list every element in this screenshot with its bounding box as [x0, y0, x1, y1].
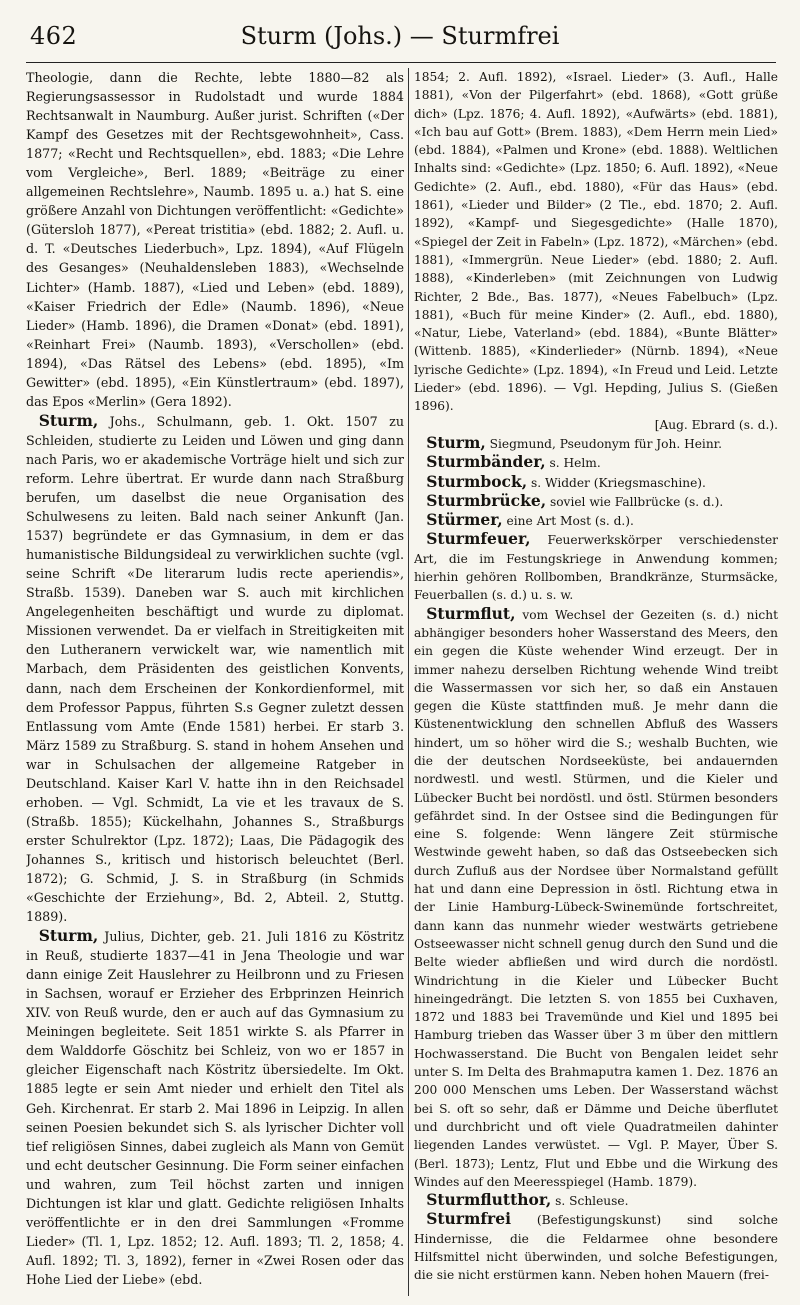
entry-text: soviel wie Fallbrücke (s. d.).	[546, 494, 724, 509]
entry-sturmfeuer	[414, 530, 778, 604]
entry-stuermer	[414, 511, 778, 530]
entry-text: Julius, Dichter, geb. 21. Juli 1816 zu Köstritz in Reuß, studierte 1837—41 in Jena Theologie und war dann einige Zeit Hauslehrer zu Heilbronn und zu Friesen in Sachsen, worauf er Erzieher des Erbprinzen Heinrich XIV. von Reuß wurde, den er auch auf das Gymnasium zu Meiningen begleitete. Seit 1851 wirkte S. als Pfarrer in dem Walddorfe Göschitz bei Schleiz, von wo er 1857 in gleicher Eigenschaft nach Köstritz übersiedelte. Im Okt. 1885 legte er sein Amt nieder und erhielt den Titel als Geh. Kirchenrat. Er starb 2. Mai 1896 in Leipzig. In allen seinen Poesien bekundet sich S. als lyrischer Dichter voll tief religiösen Sinnes, dabei zugleich als Mann von Gemüt und echt deutscher Gesinnung. Die Form seiner einfachen und wahren, zum Teil höchst zarten und innigen Dichtungen ist klar und glatt. Gedichte religiösen Inhalts veröffentlichte er in den drei Sammlungen «Fromme Lieder» (Tl. 1, Lpz. 1852; 12. Aufl. 1893; Tl. 2, 1858; 4. Aufl. 1892; Tl. 3, 1892), ferner in «Zwei Rosen oder das Hohe Lied der Liebe» (ebd.	[26, 929, 404, 1287]
entry-headword: Sturmbrücke,	[426, 490, 547, 510]
entry-text: s. Widder (Kriegsmaschine).	[527, 475, 706, 490]
entry-text: Feuerwerkskörper verschiedenster Art, die im Festungskriege in Anwendung kommen; hierhin gehören Rollbomben, Brandkränze, Sturmsäcke, Feuerballen (s. d.) u. s. w.	[414, 533, 778, 603]
entry-headword: Stürmer,	[426, 510, 503, 530]
entry-sturm-johannes	[26, 411, 404, 926]
continuation-paragraph: Theologie, dann die Rechte, lebte 1880—82 als Regierungsassessor in Rudolstadt und wurde 1884 Rechtsanwalt in Naumburg. Außer jurist. Schriften («Der Kampf des Gesetzes mit der Rechtsgewohnheit», Cass. 1877; «Recht und Rechtsquellen», ebd. 1883; «Die Lehre vom Vergleiche», Berl. 1889; «Beiträge zu einer allgemeinen Rechtslehre», Naumb. 1895 u. a.) hat S. eine größere Anzahl von Dichtungen veröffentlicht: «Gedichte» (Gütersloh 1877), «Pereat tristitia» (ebd. 1882; 2. Aufl. u. d. T. «Deutsches Liederbuch», Lpz. 1894), «Auf Flügeln des Gesanges» (Neuhaldensleben 1883), «Wechselnde Lichter» (Hamb. 1887), «Lied und Leben» (ebd. 1889), «Kaiser Friedrich der Edle» (Naumb. 1896), «Neue Lieder» (Hamb. 1896), die Dramen «Donat» (ebd. 1891), «Reinhart Frei» (Naumb. 1893), «Verschollen» (ebd. 1894), «Das Rätsel des Lebens» (ebd. 1895), «Im Gewitter» (ebd. 1895), «Ein Künstlertraum» (ebd. 1897), das Epos «Merlin» (Gera 1892).	[26, 70, 404, 409]
entry-sturmflut	[414, 605, 778, 1192]
entry-headword: Sturmflut,	[426, 603, 516, 623]
entry-sturmfrei	[414, 1210, 778, 1284]
entry-sturmbock	[414, 473, 778, 492]
entry-sturmflutthor	[414, 1191, 778, 1210]
entry-sturmbaender	[414, 453, 778, 472]
entry-sturmbruecke	[414, 492, 778, 511]
entry-text: Siegmund, Pseudonym für Joh. Heinr.	[485, 436, 723, 451]
page-header	[0, 0, 800, 62]
entry-headword: Sturmflutthor,	[426, 1190, 552, 1210]
header-rule	[26, 62, 776, 63]
author-credit: [Aug. Ebrard (s. d.).	[654, 417, 778, 432]
entry-text: Johs., Schulmann, geb. 1. Okt. 1507 zu Schleiden, studierte zu Leiden und Löwen und ging dann nach Paris, wo er akademische Vorträge hielt und sich zur reform. Lehre übertrat. Er wurde dann nach Straßburg berufen, um daselbst die neue Organisation des Schulwesens zu leiten. Bald nach seiner Ankunft (Jan. 1537) begründete er das Gymnasium, in dem er das humanistische Bildungsideal zu verwirklichen suchte (vgl. seine Schrift «De literarum ludis recte aperiendis», Straßb. 1539). Daneben war S. auch mit kirchlichen Angelegenheiten beschäftigt und wurde zu diplomat. Missionen verwendet. Da er vielfach in Streitigkeiten mit den Lutheranern verwickelt war, wie namentlich mit Marbach, dem Präsidenten des geistlichen Konvents, dann, nach dem Erscheinen der Konkordienformel, mit dem Professor Pappus, führten S.s Gegner zuletzt dessen Entlassung vom Amte (Ende 1581) herbei. Er starb 3. März 1589 zu Straßburg. S. stand in hohem Ansehen und war in Schulsachen der allgemeine Ratgeber in Deutschland. Kaiser Karl V. hatte ihn in den Reichsadel erhoben. — Vgl. Schmidt, La vie et les travaux de S. (Straßb. 1855); Kückelhahn, Johannes S., Straßburgs erster Schulrektor (Lpz. 1872); Laas, Die Pädagogik des Johannes S., kritisch und historisch beleuchtet (Berl. 1872); G. Schmid, J. S. in Straßburg (in Schmids «Geschichte der Erziehung», Bd. 2, Abteil. 2, Stuttg. 1889).	[26, 413, 404, 925]
entry-text: (Befestigungskunst) sind solche Hindernisse, die die Feldarmee ohne besondere Hilfsmittel nicht überwinden, und solche Befestigungen, die sie nicht erstürmen kann. Neben hohen Mauern (frei-	[414, 1213, 778, 1283]
entry-headword: Sturmbock,	[426, 471, 528, 491]
entry-text: eine Art Most (s. d.).	[502, 514, 634, 529]
entry-text: s. Helm.	[545, 456, 601, 471]
entry-sturm-julius	[26, 926, 404, 1289]
entry-sturm-siegmund	[414, 434, 778, 453]
left-column	[26, 68, 404, 1298]
entry-text: s. Schleuse.	[551, 1194, 629, 1209]
entry-headword: Sturmfeuer,	[426, 529, 531, 549]
entry-headword: Sturmbänder,	[426, 452, 546, 472]
entry-headword: Sturm,	[426, 432, 486, 452]
page-number: 462	[30, 22, 78, 50]
running-title: Sturm (Johs.) — Sturmfrei	[240, 22, 560, 50]
entry-headword: Sturm,	[38, 410, 99, 430]
entry-text: vom Wechsel der Gezeiten (s. d.) nicht abhängiger besonders hoher Wasserstand des Meers, den ein gegen die Küste wehender Wind erzeugt. Der in immer nahezu derselben Richtung wehende Wind treibt die Wassermassen vor sich her, so daß ein Anstauen gegen die Küste stattfinden muß. Je mehr dann die Küstenentwicklung den schnellen Abfluß des Wassers hindert, um so höher wird die S.; weshalb Buchten, wie die der deutschen Nordseeküste, bei andauernden nordwestl. und westl. Stürmen, und die Kieler und Lübecker Bucht bei nordöstl. und östl. Stürmen besonders gefährdet sind. In der Ostsee sind die Bedingungen für eine S. folgende: Wenn längere Zeit stürmische Westwinde geweht haben, so daß das Ostseebecken sich durch Zufluß aus der Nordsee über Normalstand gefüllt hat und dann eine Depression in östl. Richtung etwa in der Linie Hamburg-Lübeck-Swinemünde fortschreitet, dann kann das nunmehr wieder westwärts getriebene Ostseewasser nicht schnell genug durch den Sund und die Belte wieder abfließen und wird durch die nordöstl. Windrichtung in die Kieler und Lübecker Bucht hineingedrängt. Die letzten S. von 1855 bei Cuxhaven, 1872 und 1883 bei Travemünde und Kiel und 1895 bei Hamburg trieben das Wasser über 3 m über den mittlern Hochwasserstand. Die Bucht von Bengalen leidet sehr unter S. Im Delta des Brahmaputra kamen 1. Dez. 1876 an 200 000 Menschen ums Leben. Der Wasserstand wächst bei S. oft so sehr, daß er Dämme und Deiche überflutet und durchbricht und oft viele Quadratmeilen dahinter liegenden Landes verwüstet. — Vgl. P. Mayer, Über S. (Berl. 1873); Lentz, Flut und Ebbe und die Wirkung des Windes auf den Meeresspiegel (Hamb. 1879).	[414, 607, 778, 1189]
right-column	[414, 68, 778, 1298]
entry-headword: Sturmfrei	[426, 1209, 511, 1229]
continuation-paragraph: 1854; 2. Aufl. 1892), «Israel. Lieder» (3. Aufl., Halle 1881), «Von der Pilgerfahrt» (ebd. 1868), «Gott grüße dich» (Lpz. 1876; 4. Aufl. 1892), «Aufwärts» (ebd. 1881), «Ich bau auf Gott» (Brem. 1883), «Dem Herrn mein Lied» (ebd. 1884), «Palmen und Krone» (ebd. 1888). Weltlichen Inhalts sind: «Gedichte» (Lpz. 1850; 6. Aufl. 1892), «Neue Gedichte» (2. Aufl., ebd. 1880), «Für das Haus» (ebd. 1861), «Lieder und Bilder» (2 Tle., ebd. 1870; 2. Aufl. 1892), «Kampf- und Siegesgedichte» (Halle 1870), «Spiegel der Zeit in Fabeln» (Lpz. 1872), «Märchen» (ebd. 1881), «Immergrün. Neue Lieder» (ebd. 1880; 2. Aufl. 1888), «Kinderleben» (mit Zeichnungen von Ludwig Richter, 2 Bde., Bas. 1877), «Neues Fabelbuch» (Lpz. 1881), «Buch für meine Kinder» (2. Aufl., ebd. 1880), «Natur, Liebe, Vaterland» (ebd. 1884), «Bunte Blätter» (Wittenb. 1885), «Kinderlieder» (Nürnb. 1894), «Neue lyrische Gedichte» (Lpz. 1894), «In Freud und Leid. Letzte Lieder» (ebd. 1896). — Vgl. Hepding, Julius S. (Gießen 1896).	[414, 70, 778, 414]
entry-headword: Sturm,	[38, 926, 99, 946]
column-divider	[408, 68, 409, 1296]
